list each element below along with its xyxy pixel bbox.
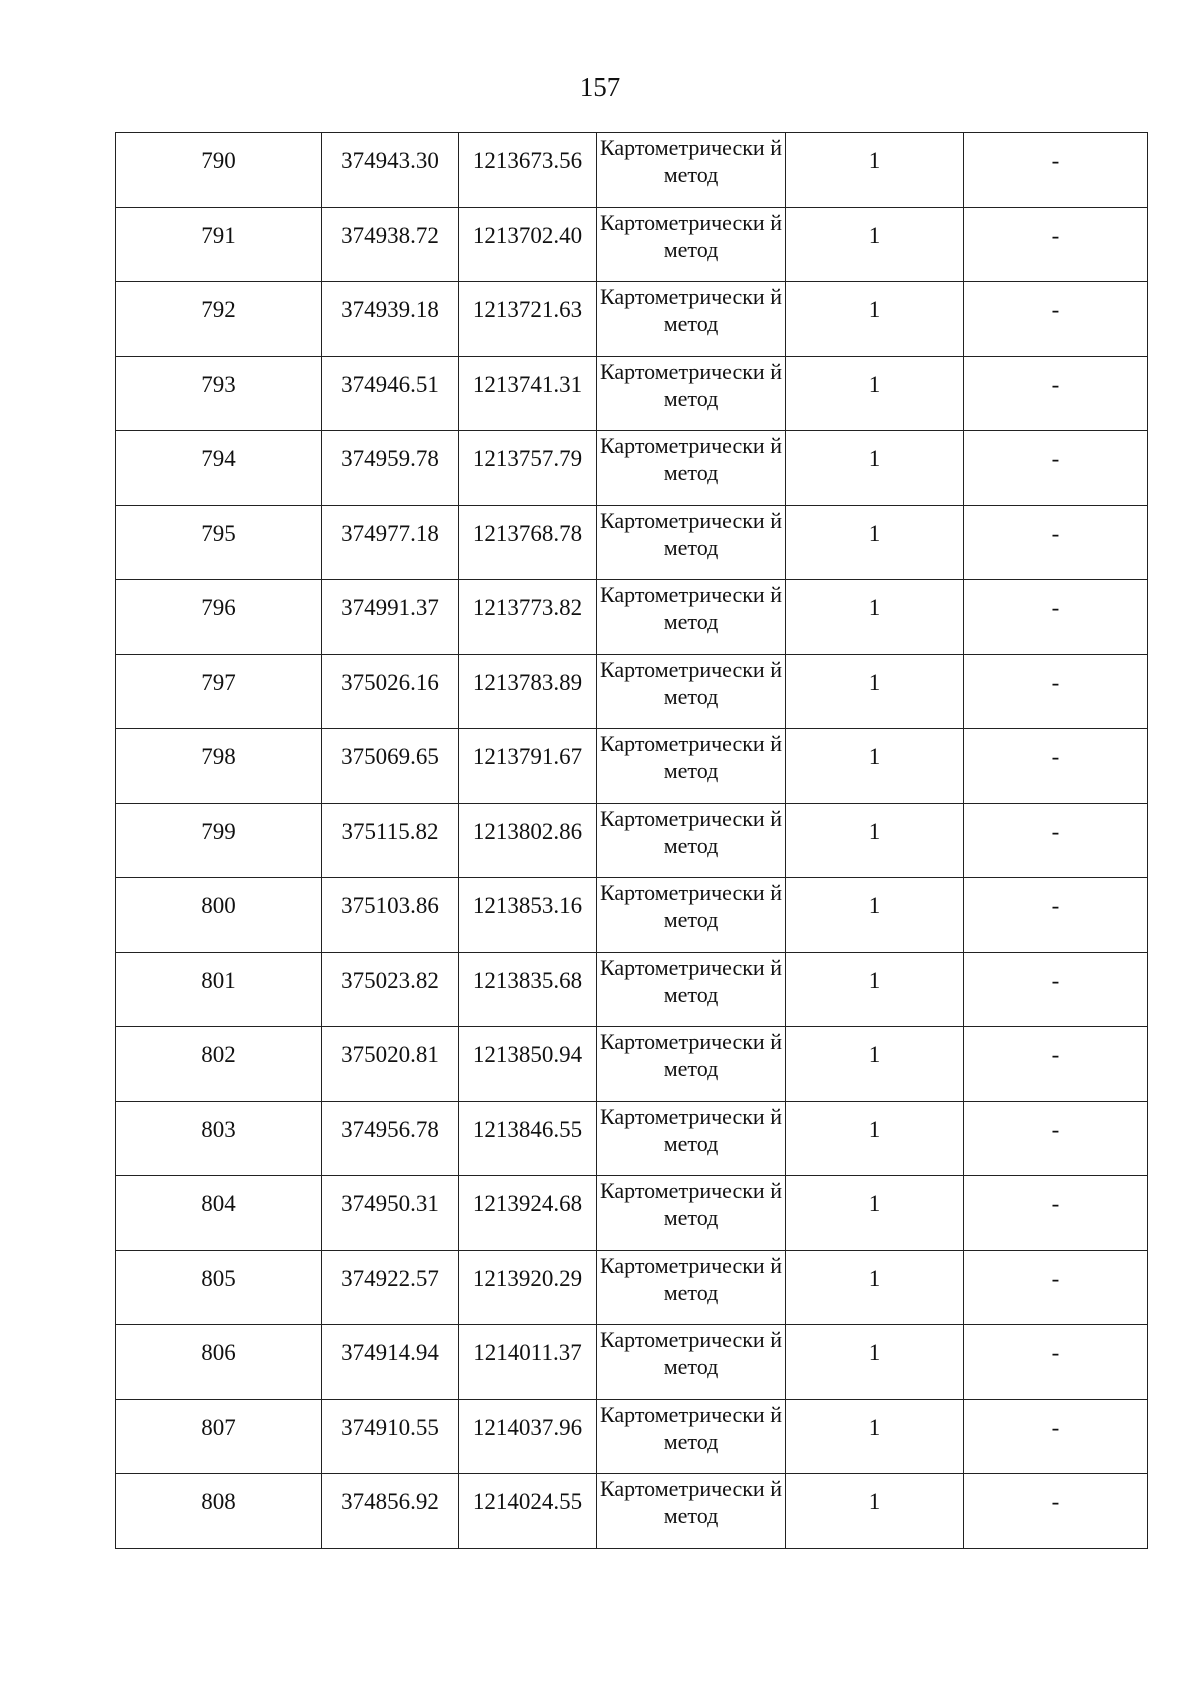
coordinate-y-cell: 1213702.40	[459, 207, 597, 282]
table-row	[116, 505, 1148, 580]
coordinate-x-cell: 374950.31	[322, 1176, 459, 1251]
coordinate-x-cell: 374991.37	[322, 580, 459, 655]
page-number: 157	[579, 72, 621, 102]
method-cell: Картометрически й метод	[597, 1325, 786, 1400]
description-cell: -	[964, 431, 1148, 506]
coordinate-y-cell: 1213757.79	[459, 431, 597, 506]
coordinate-y-cell: 1214024.55	[459, 1474, 597, 1549]
method-cell: Картометрически й метод	[597, 729, 786, 804]
coordinate-x-cell: 374943.30	[322, 133, 459, 208]
description-cell: -	[964, 133, 1148, 208]
method-cell: Картометрически й метод	[597, 207, 786, 282]
point-number-cell: 790	[116, 133, 322, 208]
method-cell: Картометрически й метод	[597, 1250, 786, 1325]
precision-cell: 1	[786, 1101, 964, 1176]
precision-cell: 1	[786, 1325, 964, 1400]
method-cell: Картометрически й метод	[597, 803, 786, 878]
table-row	[116, 1250, 1148, 1325]
coordinate-x-cell: 374956.78	[322, 1101, 459, 1176]
method-cell: Картометрически й метод	[597, 1399, 786, 1474]
precision-cell: 1	[786, 729, 964, 804]
point-number-cell: 806	[116, 1325, 322, 1400]
description-cell: -	[964, 505, 1148, 580]
precision-cell: 1	[786, 654, 964, 729]
precision-cell: 1	[786, 952, 964, 1027]
point-number-cell: 795	[116, 505, 322, 580]
method-cell: Картометрически й метод	[597, 505, 786, 580]
method-cell: Картометрически й метод	[597, 1027, 786, 1102]
table-row	[116, 580, 1148, 655]
description-cell: -	[964, 729, 1148, 804]
coordinate-y-cell: 1213846.55	[459, 1101, 597, 1176]
description-cell: -	[964, 1399, 1148, 1474]
coordinate-y-cell: 1213920.29	[459, 1250, 597, 1325]
table-row	[116, 654, 1148, 729]
table-row	[116, 878, 1148, 953]
method-cell: Картометрически й метод	[597, 282, 786, 357]
coordinate-x-cell: 375069.65	[322, 729, 459, 804]
table-row	[116, 1474, 1148, 1549]
coordinate-x-cell: 374856.92	[322, 1474, 459, 1549]
point-number-cell: 807	[116, 1399, 322, 1474]
point-number-cell: 803	[116, 1101, 322, 1176]
point-number-cell: 801	[116, 952, 322, 1027]
point-number-cell: 805	[116, 1250, 322, 1325]
coordinate-x-cell: 374938.72	[322, 207, 459, 282]
coordinates-table-body	[116, 133, 1148, 1549]
table-row	[116, 207, 1148, 282]
description-cell: -	[964, 1176, 1148, 1251]
point-number-cell: 797	[116, 654, 322, 729]
coordinate-y-cell: 1213802.86	[459, 803, 597, 878]
description-cell: -	[964, 207, 1148, 282]
table-row	[116, 729, 1148, 804]
coordinate-x-cell: 374922.57	[322, 1250, 459, 1325]
precision-cell: 1	[786, 1250, 964, 1325]
coordinate-y-cell: 1213850.94	[459, 1027, 597, 1102]
coordinate-x-cell: 374914.94	[322, 1325, 459, 1400]
coordinate-y-cell: 1213783.89	[459, 654, 597, 729]
method-cell: Картометрически й метод	[597, 878, 786, 953]
description-cell: -	[964, 282, 1148, 357]
coordinate-y-cell: 1213853.16	[459, 878, 597, 953]
coordinate-y-cell: 1213741.31	[459, 356, 597, 431]
table-row	[116, 282, 1148, 357]
coordinate-x-cell: 374946.51	[322, 356, 459, 431]
description-cell: -	[964, 952, 1148, 1027]
method-cell: Картометрически й метод	[597, 356, 786, 431]
precision-cell: 1	[786, 356, 964, 431]
description-cell: -	[964, 356, 1148, 431]
coordinates-table	[115, 132, 1148, 1549]
precision-cell: 1	[786, 1474, 964, 1549]
coordinate-y-cell: 1213773.82	[459, 580, 597, 655]
description-cell: -	[964, 1027, 1148, 1102]
point-number-cell: 800	[116, 878, 322, 953]
description-cell: -	[964, 580, 1148, 655]
coordinate-x-cell: 374939.18	[322, 282, 459, 357]
coordinate-x-cell: 374959.78	[322, 431, 459, 506]
table-row	[116, 133, 1148, 208]
coordinate-y-cell: 1213924.68	[459, 1176, 597, 1251]
precision-cell: 1	[786, 878, 964, 953]
coordinate-x-cell: 374910.55	[322, 1399, 459, 1474]
coordinate-y-cell: 1213721.63	[459, 282, 597, 357]
table-row	[116, 1101, 1148, 1176]
description-cell: -	[964, 878, 1148, 953]
table-row	[116, 1399, 1148, 1474]
coordinate-y-cell: 1214011.37	[459, 1325, 597, 1400]
point-number-cell: 799	[116, 803, 322, 878]
description-cell: -	[964, 654, 1148, 729]
point-number-cell: 791	[116, 207, 322, 282]
method-cell: Картометрически й метод	[597, 580, 786, 655]
precision-cell: 1	[786, 207, 964, 282]
precision-cell: 1	[786, 133, 964, 208]
method-cell: Картометрически й метод	[597, 133, 786, 208]
table-row	[116, 431, 1148, 506]
table-row	[116, 1176, 1148, 1251]
point-number-cell: 808	[116, 1474, 322, 1549]
description-cell: -	[964, 1325, 1148, 1400]
description-cell: -	[964, 1474, 1148, 1549]
coordinate-y-cell: 1214037.96	[459, 1399, 597, 1474]
method-cell: Картометрически й метод	[597, 431, 786, 506]
method-cell: Картометрически й метод	[597, 1176, 786, 1251]
description-cell: -	[964, 1101, 1148, 1176]
point-number-cell: 802	[116, 1027, 322, 1102]
precision-cell: 1	[786, 580, 964, 655]
point-number-cell: 793	[116, 356, 322, 431]
table-row	[116, 356, 1148, 431]
point-number-cell: 794	[116, 431, 322, 506]
coordinate-y-cell: 1213673.56	[459, 133, 597, 208]
method-cell: Картометрически й метод	[597, 952, 786, 1027]
coordinate-y-cell: 1213835.68	[459, 952, 597, 1027]
description-cell: -	[964, 1250, 1148, 1325]
precision-cell: 1	[786, 505, 964, 580]
point-number-cell: 792	[116, 282, 322, 357]
table-row	[116, 1027, 1148, 1102]
description-cell: -	[964, 803, 1148, 878]
point-number-cell: 796	[116, 580, 322, 655]
precision-cell: 1	[786, 1399, 964, 1474]
coordinate-x-cell: 375026.16	[322, 654, 459, 729]
precision-cell: 1	[786, 431, 964, 506]
method-cell: Картометрически й метод	[597, 1101, 786, 1176]
coordinate-x-cell: 375103.86	[322, 878, 459, 953]
table-row	[116, 1325, 1148, 1400]
precision-cell: 1	[786, 282, 964, 357]
table-row	[116, 803, 1148, 878]
coordinate-y-cell: 1213791.67	[459, 729, 597, 804]
precision-cell: 1	[786, 1176, 964, 1251]
method-cell: Картометрически й метод	[597, 654, 786, 729]
point-number-cell: 798	[116, 729, 322, 804]
table-row	[116, 952, 1148, 1027]
coordinate-y-cell: 1213768.78	[459, 505, 597, 580]
precision-cell: 1	[786, 803, 964, 878]
point-number-cell: 804	[116, 1176, 322, 1251]
coordinate-x-cell: 375023.82	[322, 952, 459, 1027]
method-cell: Картометрически й метод	[597, 1474, 786, 1549]
coordinate-x-cell: 375115.82	[322, 803, 459, 878]
coordinate-x-cell: 375020.81	[322, 1027, 459, 1102]
precision-cell: 1	[786, 1027, 964, 1102]
coordinate-x-cell: 374977.18	[322, 505, 459, 580]
